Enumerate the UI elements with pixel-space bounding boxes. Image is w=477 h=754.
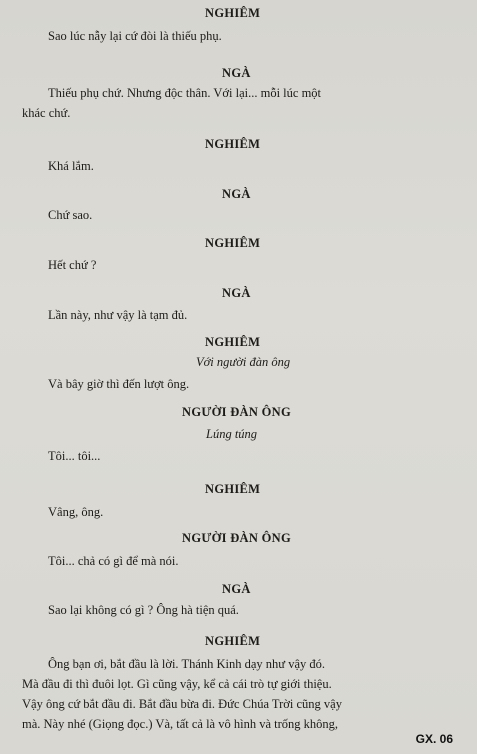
line-29: Vậy ông cứ bắt đầu đi. Bắt đầu bừa đi. Đức Chúa Trời cũng vậy	[22, 697, 342, 711]
line-27: Ông bạn ơi, bắt đầu là lời. Thánh Kinh dạy như vậy đó.	[48, 657, 326, 671]
line-3: NGÀ	[222, 66, 251, 80]
line-15: Với người đàn ông	[196, 355, 291, 369]
line-22: NGƯỜI ĐÀN ÔNG	[182, 531, 291, 545]
line-6: NGHIÊM	[205, 137, 261, 151]
line-12: NGÀ	[222, 286, 251, 300]
line-20: NGHIÊM	[205, 482, 261, 496]
line-28: Mà đầu đi thì đuôi lọt. Gì cũng vậy, kể cả cái trò tự giới thiệu.	[22, 677, 332, 691]
line-30: mà. Này nhé (Giọng đọc.) Và, tất cả là vô hình và trống không,	[22, 717, 339, 731]
line-11: Hết chứ ?	[48, 258, 97, 272]
line-18: Lúng túng	[206, 427, 258, 441]
line-24: NGÀ	[222, 582, 251, 596]
line-4: Thiếu phụ chứ. Nhưng độc thân. Với lại... mỗi lúc một	[48, 86, 322, 100]
line-25: Sao lại không có gì ? Ông hà tiện quá.	[48, 603, 239, 617]
line-14: NGHIÊM	[205, 335, 261, 349]
line-1: NGHIÊM	[205, 6, 261, 20]
line-9: Chứ sao.	[48, 208, 93, 222]
line-10: NGHIÊM	[205, 236, 261, 250]
line-17: NGƯỜI ĐÀN ÔNG	[182, 405, 291, 419]
page-footer: GX. 06	[415, 732, 453, 746]
line-2: Sao lúc nẫy lại cứ đòi là thiếu phụ.	[48, 29, 222, 43]
line-26: NGHIÊM	[205, 634, 261, 648]
line-21: Vâng, ông.	[48, 505, 104, 519]
line-7: Khá lắm.	[48, 159, 94, 173]
line-8: NGÀ	[222, 187, 251, 201]
line-23: Tôi... chả có gì để mà nói.	[48, 554, 179, 568]
line-16: Và bây giờ thì đến lượt ông.	[48, 377, 190, 391]
line-13: Lần này, như vậy là tạm đủ.	[48, 308, 188, 322]
line-5: khác chứ.	[22, 106, 71, 120]
line-19: Tôi... tôi...	[48, 449, 101, 463]
